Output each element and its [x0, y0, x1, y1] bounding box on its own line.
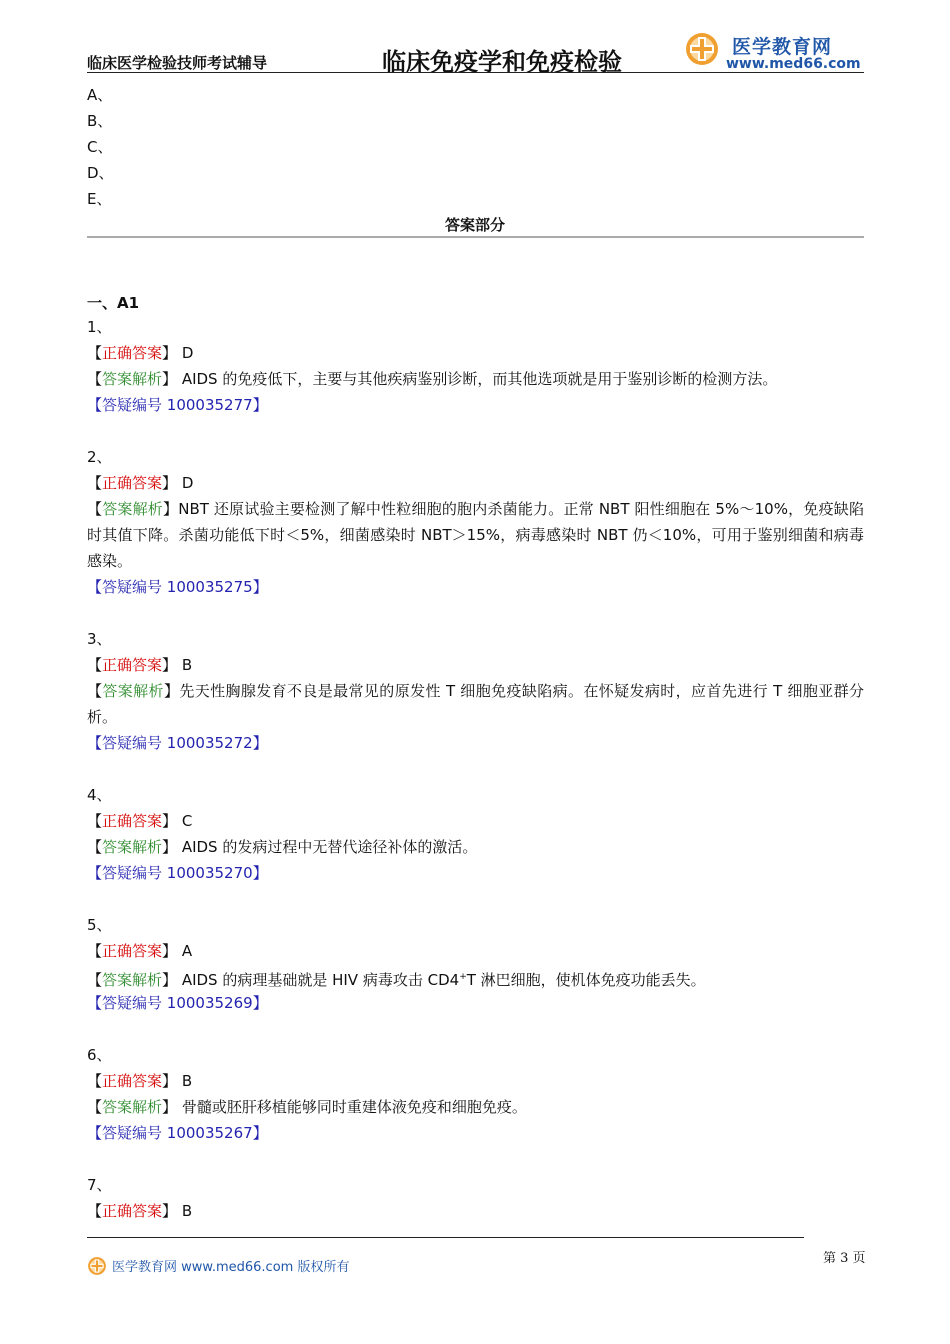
- question-2: [87, 444, 864, 600]
- footer-logo: [87, 1256, 107, 1280]
- correct-answer-value: A: [181, 942, 193, 960]
- question-number: 5、: [87, 916, 112, 934]
- analysis-text: AIDS 的免疫低下，主要与其他疾病鉴别诊断，而其他选项就是用于鉴别诊断的检测方法。: [181, 370, 778, 388]
- page-number: 第 3 页: [823, 1251, 866, 1266]
- correct-answer-row: 【正确答案】 D: [87, 474, 194, 492]
- correct-answer-value: B: [181, 656, 193, 674]
- question-id[interactable]: 答疑编号 100035277: [102, 396, 253, 414]
- analysis-row: 【答案解析】 AIDS 的免疫低下，主要与其他疾病鉴别诊断，而其他选项就是用于鉴别诊断的检测方法。: [87, 370, 778, 388]
- question-4: [87, 782, 864, 886]
- correct-answer-label: 正确答案: [102, 942, 163, 960]
- correct-answer-value: D: [181, 474, 194, 492]
- question-number: 3、: [87, 630, 112, 648]
- analysis-text: AIDS 的发病过程中无替代途径补体的激活。: [181, 838, 478, 856]
- correct-answer-value: B: [181, 1072, 193, 1090]
- question-id-link[interactable]: 【答疑编号 100035267】: [87, 1124, 268, 1142]
- analysis-row: 【答案解析】 AIDS 的发病过程中无替代途径补体的激活。: [87, 838, 478, 856]
- correct-answer-row: 【正确答案】 B: [87, 656, 193, 674]
- question-5: [87, 912, 864, 1016]
- question-id[interactable]: 答疑编号 100035275: [102, 578, 253, 596]
- question-number: 7、: [87, 1176, 112, 1194]
- correct-answer-value: C: [181, 812, 193, 830]
- option-b: B、: [87, 112, 113, 130]
- correct-answer-row: 【正确答案】 B: [87, 1202, 193, 1220]
- correct-answer-row: 【正确答案】 A: [87, 942, 193, 960]
- correct-answer-label: 正确答案: [102, 656, 163, 674]
- section-a1-title: 一、A1: [87, 294, 140, 312]
- analysis-row: 【答案解析】先天性胸腺发育不良是最常见的原发性 T 细胞免疫缺陷病。在怀疑发病时，应首先进行 T 细胞亚群分析。: [87, 682, 864, 726]
- option-a: A、: [87, 86, 113, 104]
- analysis-text-pre: AIDS 的病理基础就是 HIV 病毒攻击 CD4: [181, 971, 460, 989]
- option-c: C、: [87, 138, 113, 156]
- correct-answer-row: 【正确答案】 D: [87, 344, 194, 362]
- question-6: [87, 1042, 864, 1146]
- correct-answer-label: 正确答案: [102, 1202, 163, 1220]
- question-id-link[interactable]: 【答疑编号 100035269】: [87, 994, 268, 1012]
- analysis-text: [182, 971, 706, 989]
- analysis-row: 【答案解析】 骨髓或胚肝移植能够同时重建体液免疫和细胞免疫。: [87, 1098, 527, 1116]
- logo-name: 医学教育网: [732, 36, 833, 58]
- analysis-label: 答案解析: [102, 1098, 163, 1116]
- footer-divider: [87, 1237, 804, 1238]
- question-1: [87, 314, 864, 418]
- question-id-link[interactable]: 【答疑编号 100035272】: [87, 734, 268, 752]
- question-id[interactable]: 答疑编号 100035272: [102, 734, 253, 752]
- header-center-title: 临床免疫学和免疫检验: [382, 47, 622, 76]
- question-id[interactable]: 答疑编号 100035267: [102, 1124, 253, 1142]
- question-number: 1、: [87, 318, 112, 336]
- analysis-label: 答案解析: [102, 682, 164, 700]
- cross-globe-icon: [684, 31, 720, 67]
- answer-section-title: 答案部分: [444, 216, 505, 234]
- analysis-label: 答案解析: [102, 838, 163, 856]
- question-id-link[interactable]: 【答疑编号 100035270】: [87, 864, 268, 882]
- correct-answer-row: 【正确答案】 C: [87, 812, 193, 830]
- correct-answer-value: D: [181, 344, 194, 362]
- footer-copyright[interactable]: 医学教育网 www.med66.com 版权所有: [112, 1260, 350, 1275]
- header-left-title: 临床医学检验技师考试辅导: [87, 54, 268, 72]
- correct-answer-row: 【正确答案】 B: [87, 1072, 193, 1090]
- question-number: 2、: [87, 448, 112, 466]
- analysis-row: 【答案解析】NBT 还原试验主要检测了解中性粒细胞的胞内杀菌能力。正常 NBT 阳性细胞在 5%～10%，免疫缺陷时其值下降。杀菌功能低下时＜5%，细菌感染时 NBT＞15%，病毒感染时 NBT 仍＜10%，可用于鉴别细菌和病毒感染。: [87, 500, 864, 570]
- correct-answer-label: 正确答案: [102, 344, 163, 362]
- logo-url[interactable]: www.med66.com: [726, 56, 861, 72]
- option-d: D、: [87, 164, 114, 182]
- analysis-row: 【答案解析】 AIDS 的病理基础就是 HIV 病毒攻击 CD4+T 淋巴细胞，使机体免疫功能丢失。: [87, 971, 706, 989]
- question-3: [87, 626, 864, 756]
- answer-divider: [87, 236, 864, 238]
- analysis-label: 答案解析: [102, 971, 163, 989]
- question-id[interactable]: 答疑编号 100035270: [102, 864, 253, 882]
- analysis-text: 骨髓或胚肝移植能够同时重建体液免疫和细胞免疫。: [181, 1098, 527, 1116]
- analysis-label: 答案解析: [102, 500, 164, 518]
- question-id-link[interactable]: 【答疑编号 100035275】: [87, 578, 268, 596]
- correct-answer-value: B: [181, 1202, 193, 1220]
- question-id[interactable]: 答疑编号 100035269: [102, 994, 253, 1012]
- analysis-text: 先天性胸腺发育不良是最常见的原发性 T 细胞免疫缺陷病。在怀疑发病时，应首先进行 T 细胞亚群分析。: [87, 682, 864, 726]
- question-7: [87, 1172, 864, 1224]
- question-id-link[interactable]: 【答疑编号 100035277】: [87, 396, 268, 414]
- analysis-label: 答案解析: [102, 370, 163, 388]
- analysis-text: NBT 还原试验主要检测了解中性粒细胞的胞内杀菌能力。正常 NBT 阳性细胞在 5%～10%，免疫缺陷时其值下降。杀菌功能低下时＜5%，细菌感染时 NBT＞15%，病毒感染时 NBT 仍＜10%，可用于鉴别细菌和病毒感染。: [87, 500, 864, 570]
- question-number: 4、: [87, 786, 112, 804]
- correct-answer-label: 正确答案: [102, 1072, 163, 1090]
- header-divider: [87, 72, 864, 73]
- cross-globe-icon: [87, 1256, 107, 1276]
- question-number: 6、: [87, 1046, 112, 1064]
- analysis-text-post: T 淋巴细胞，使机体免疫功能丢失。: [466, 971, 706, 989]
- option-e: E、: [87, 190, 112, 208]
- superscript-plus: +: [459, 972, 467, 982]
- correct-answer-label: 正确答案: [102, 812, 163, 830]
- correct-answer-label: 正确答案: [102, 474, 163, 492]
- site-logo[interactable]: [684, 30, 864, 74]
